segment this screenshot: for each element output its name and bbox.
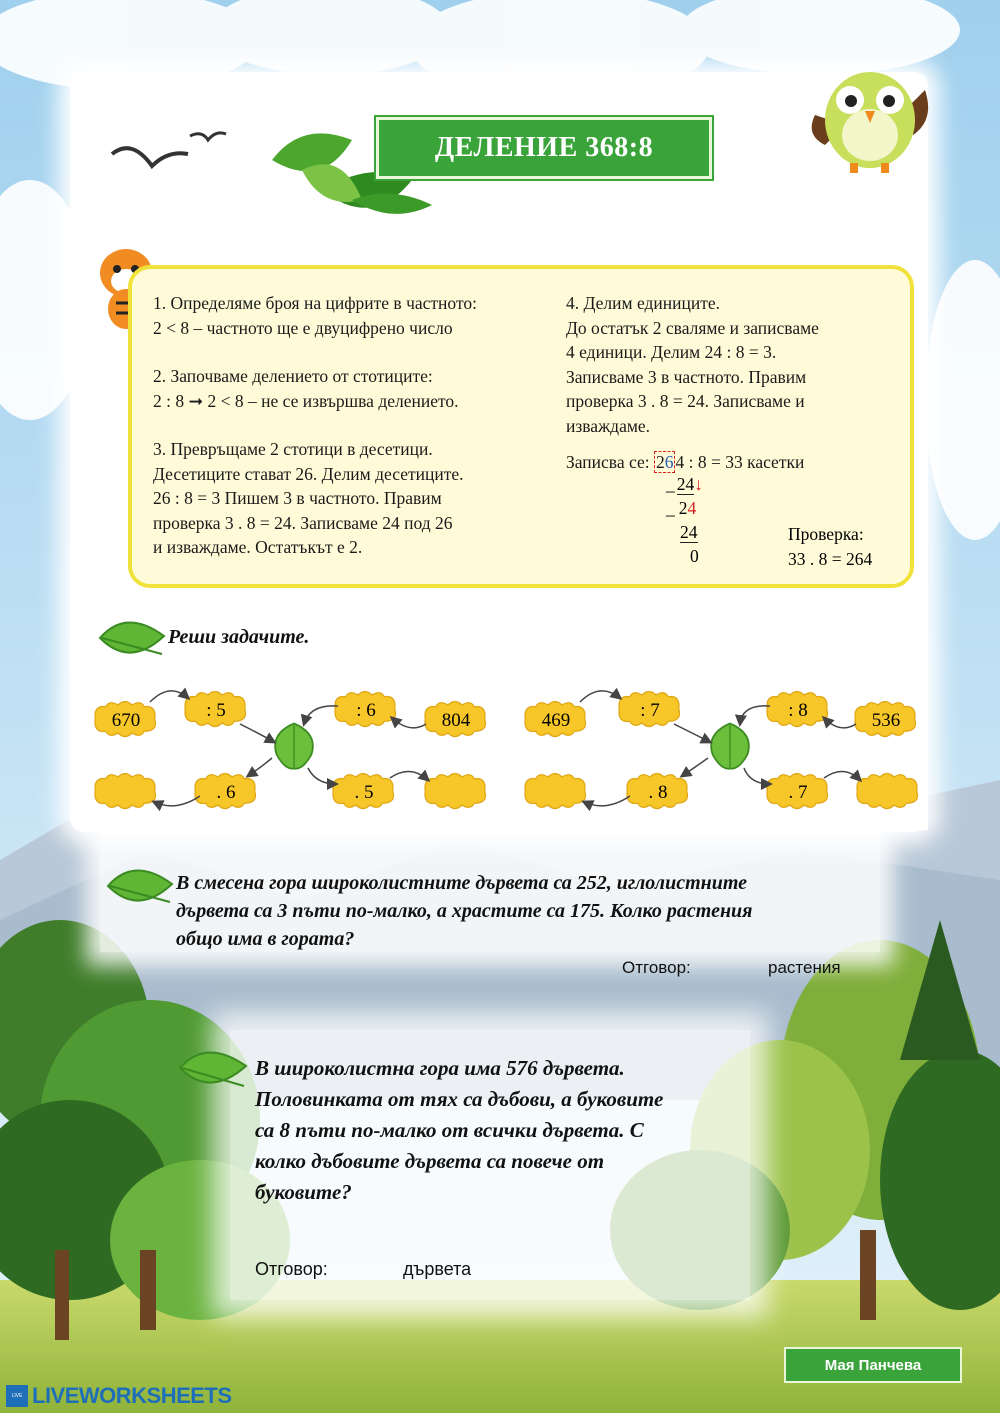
- chain1-arrow-6: [154, 796, 200, 806]
- operation-chains: [90, 684, 928, 830]
- task3-line-1: В широколистна гора има 576 дървета.: [255, 1056, 625, 1080]
- step2-text: 2 : 8 ➞ 2 < 8 – не се извършва делението.: [153, 390, 459, 411]
- chain2-arrow-1: [580, 691, 620, 702]
- chain1-arrow-3: [304, 706, 338, 724]
- task1-title: Реши задачите.: [168, 626, 310, 648]
- chain2-arrow-6: [584, 796, 630, 806]
- chain1-op1-value: : 5: [206, 700, 226, 721]
- check-value: 33 . 8 = 264: [788, 548, 873, 569]
- division-row-2: _ 24: [666, 498, 697, 518]
- check-block: [788, 522, 872, 571]
- task2-line-2: дървета са 3 пъти по-малко, а храстите са 175. Колко растения: [176, 900, 753, 922]
- step4-heading: 4. Делим единиците.: [566, 293, 721, 313]
- step3-heading: 3. Превръщаме 2 стотици в десетици.: [153, 439, 433, 459]
- chain1-arrow-8: [390, 771, 428, 780]
- task2-answer-label: Отговор:: [622, 958, 691, 977]
- long-division: [566, 450, 896, 575]
- chain1-arrow-2: [240, 724, 274, 742]
- page-title: ДЕЛЕНИЕ 368:8: [434, 132, 654, 163]
- chain2-arrow-3: [740, 706, 770, 724]
- division-label: Записва се:: [566, 452, 650, 472]
- chain2-op3-value: . 8: [648, 782, 668, 803]
- dividend-highlight: [654, 451, 676, 473]
- chain1-answer-b[interactable]: [104, 780, 148, 805]
- task3-answer-unit: дървета: [403, 1259, 472, 1279]
- author-badge: [784, 1347, 962, 1383]
- task2-text: [176, 869, 876, 953]
- chain2-answer-c[interactable]: [868, 780, 912, 805]
- task3-line-3: са 8 пъти по-малко от всички дървета. С: [255, 1118, 644, 1142]
- chain2-arrow-5: [682, 758, 708, 776]
- step2-heading: 2. Започваме делението от стотиците:: [153, 366, 433, 386]
- chain1-arrow-7: [308, 768, 336, 784]
- chain2-arrow-2: [674, 724, 710, 742]
- check-label: Проверка:: [788, 524, 864, 544]
- division-row-3-value: 24: [680, 522, 698, 542]
- step4-text-1: До остатък 2 сваляме и записваме: [566, 317, 819, 338]
- chain1-op3-value: . 6: [216, 782, 236, 803]
- step3-text-1: Десетиците стават 26. Делим десетиците.: [153, 463, 464, 484]
- task2-line-1: В смесена гора широколистните дървета са 252, иглолистните: [176, 872, 748, 894]
- division-row-2-digit1: 2: [678, 498, 688, 518]
- chain2-end-value: 536: [871, 710, 901, 731]
- chain1-answer-c[interactable]: [436, 780, 480, 805]
- chain2-op1-value: : 7: [640, 700, 660, 721]
- task2-answer-unit: растения: [768, 958, 841, 977]
- owl-icon: [805, 65, 935, 175]
- birds-icon: [108, 128, 228, 188]
- liveworksheets-logo: [6, 1384, 232, 1408]
- title-banner: [376, 117, 712, 179]
- task2-answer-input[interactable]: [705, 958, 769, 983]
- step3-text-2: 26 : 8 = 3 Пишем 3 в частното. Правим: [153, 488, 442, 508]
- division-row-4: [690, 546, 699, 567]
- step4-text-4: проверка 3 . 8 = 24. Записваме и: [566, 391, 805, 411]
- leaf-icon: [104, 862, 176, 910]
- division-row-1-value: 24: [676, 474, 695, 494]
- live-badge: LIVE: [6, 1385, 28, 1407]
- division-remainder: 0: [690, 546, 699, 566]
- dividend-digit-ones: 4: [675, 452, 685, 472]
- division-row-2-digit2: 4: [687, 498, 697, 518]
- bring-down-arrow: ↓: [694, 474, 703, 494]
- step4-text-3: Записваме 3 в частното. Правим: [566, 366, 807, 387]
- step3-text-3: проверка 3 . 8 = 24. Записваме 24 под 26: [153, 512, 453, 533]
- task3-line-5: буковите?: [255, 1180, 352, 1204]
- task3-text: [255, 1053, 755, 1208]
- chain1-op4-value: . 5: [354, 782, 374, 803]
- chain2-answer-a[interactable]: [710, 729, 754, 754]
- step1-heading: 1. Определяме броя на цифрите в частното:: [153, 293, 477, 313]
- division-rest: : 8 = 33 касетки: [688, 452, 805, 472]
- chain2-arrow-4: [824, 718, 856, 728]
- chain1-op2-value: : 6: [356, 700, 376, 721]
- step4-text-5: изваждаме.: [566, 415, 651, 436]
- leaf-icon: [176, 1044, 250, 1094]
- chain2-op2-value: : 8: [788, 700, 808, 721]
- task2-line-3: общо има в гората?: [176, 928, 355, 950]
- task3-line-2: Половинката от тях са дъбови, а буковите: [255, 1087, 664, 1111]
- chain1-arrow-1: [150, 691, 188, 702]
- task3-answer-label: Отговор:: [255, 1259, 328, 1279]
- dividend-digit-tens: 6: [664, 452, 674, 472]
- division-row-3: [680, 522, 698, 543]
- task3-answer-input[interactable]: [340, 1259, 404, 1284]
- chain2-op4-value: . 7: [788, 782, 808, 803]
- author-name: Мая Панчева: [824, 1356, 922, 1374]
- chain2-start-value: 469: [541, 710, 571, 731]
- dividend-digit-hundreds: 2: [655, 452, 665, 472]
- chain1-answer-a[interactable]: [274, 729, 318, 754]
- division-row-1: _ 24↓: [666, 474, 703, 494]
- step4-text-2: 4 единици. Делим 24 : 8 = 3.: [566, 342, 777, 362]
- chain2-answer-b[interactable]: [534, 780, 578, 805]
- chain1-arrow-4: [392, 718, 426, 728]
- step1-text: 2 < 8 – частното ще е двуцифрено число: [153, 317, 453, 338]
- task3-line-4: колко дъбовите дървета са повече от: [255, 1149, 605, 1173]
- chain2-arrow-7: [744, 768, 770, 784]
- chain1-arrow-5: [248, 758, 272, 776]
- chain1-start-value: 670: [111, 710, 141, 731]
- brand-name[interactable]: LIVEWORKSHEETS: [32, 1383, 232, 1408]
- step3-text-4: и изваждаме. Остатъкът е 2.: [153, 537, 363, 557]
- leaf-icon: [96, 614, 168, 662]
- info-column-left: [153, 291, 563, 560]
- chain1-end-value: 804: [441, 710, 471, 731]
- chain2-arrow-8: [824, 771, 860, 780]
- info-column-right: [566, 291, 896, 438]
